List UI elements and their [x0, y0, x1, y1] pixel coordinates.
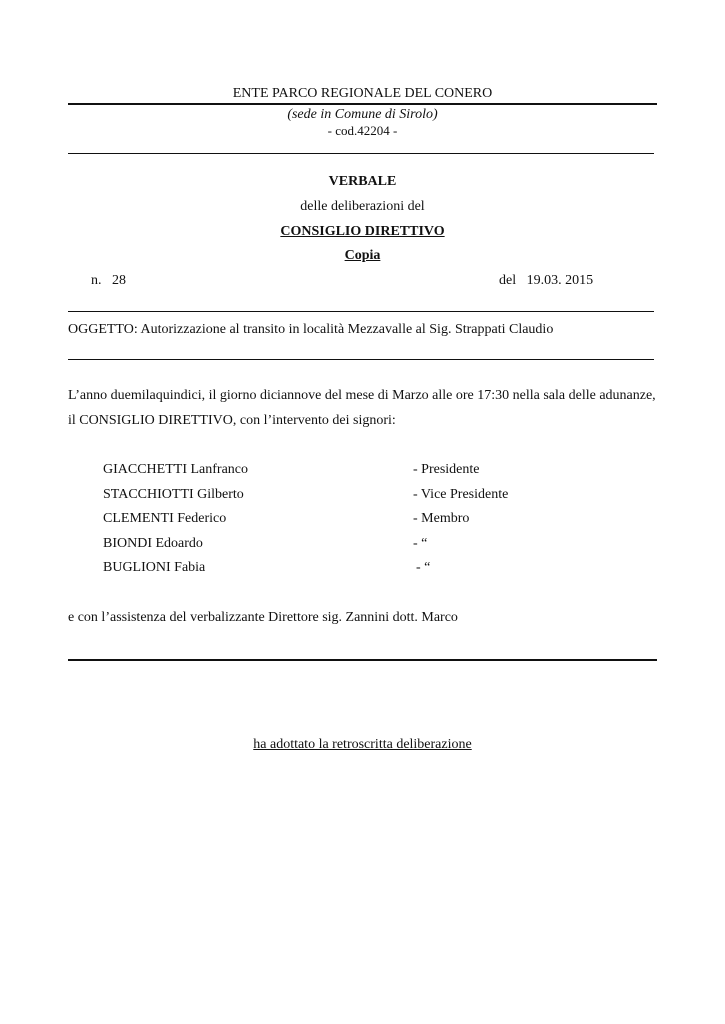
divider-2 — [68, 311, 654, 312]
code-line: - cod.42204 - — [327, 123, 398, 138]
member-name: CLEMENTI Federico — [103, 511, 227, 526]
seat-line: (sede in Comune di Sirolo) — [287, 107, 438, 122]
assistance-line: e con l’assistenza del verbalizzante Direttore sig. Zannini dott. Marco — [68, 610, 458, 625]
number-value: 28 — [112, 273, 126, 288]
member-name: BIONDI Edoardo — [103, 536, 203, 551]
verbale-subtitle: delle deliberazioni del — [300, 199, 425, 214]
entity-name: ENTE PARCO REGIONALE DEL CONERO — [232, 86, 493, 101]
member-role: - Presidente — [413, 462, 480, 477]
subject-line: OGGETTO: Autorizzazione al transito in località Mezzavalle al Sig. Strappati Claudio — [68, 322, 554, 337]
member-name: GIACCHETTI Lanfranco — [103, 462, 249, 477]
closing-rule — [68, 659, 657, 661]
header-rule — [68, 103, 657, 105]
divider-1 — [68, 153, 654, 154]
deliberation-date — [499, 273, 593, 289]
member-role: - Membro — [413, 511, 470, 526]
intro-line-2: il CONSIGLIO DIRETTIVO, con l’intervento dei signori: — [68, 413, 396, 428]
deliberation-number — [91, 273, 126, 289]
verbale-title: VERBALE — [328, 174, 397, 189]
member-role: - Vice Presidente — [413, 487, 509, 502]
adopted-statement: ha adottato la retroscritta deliberazione — [253, 737, 472, 752]
council-title: CONSIGLIO DIRETTIVO — [280, 224, 445, 239]
intro-line-1: L’anno duemilaquindici, il giorno diciannove del mese di Marzo alle ore 17:30 nella sala delle adunanze, — [68, 388, 656, 403]
divider-3 — [68, 359, 654, 360]
date-label: del — [499, 273, 517, 288]
copy-label: Copia — [344, 248, 381, 263]
member-role: - “ — [413, 536, 428, 551]
member-name: BUGLIONI Fabia — [103, 560, 206, 575]
number-label: n. — [91, 273, 102, 288]
member-role: - “ — [416, 560, 431, 575]
date-value: 19.03. 2015 — [526, 273, 594, 288]
member-name: STACCHIOTTI Gilberto — [103, 487, 244, 502]
